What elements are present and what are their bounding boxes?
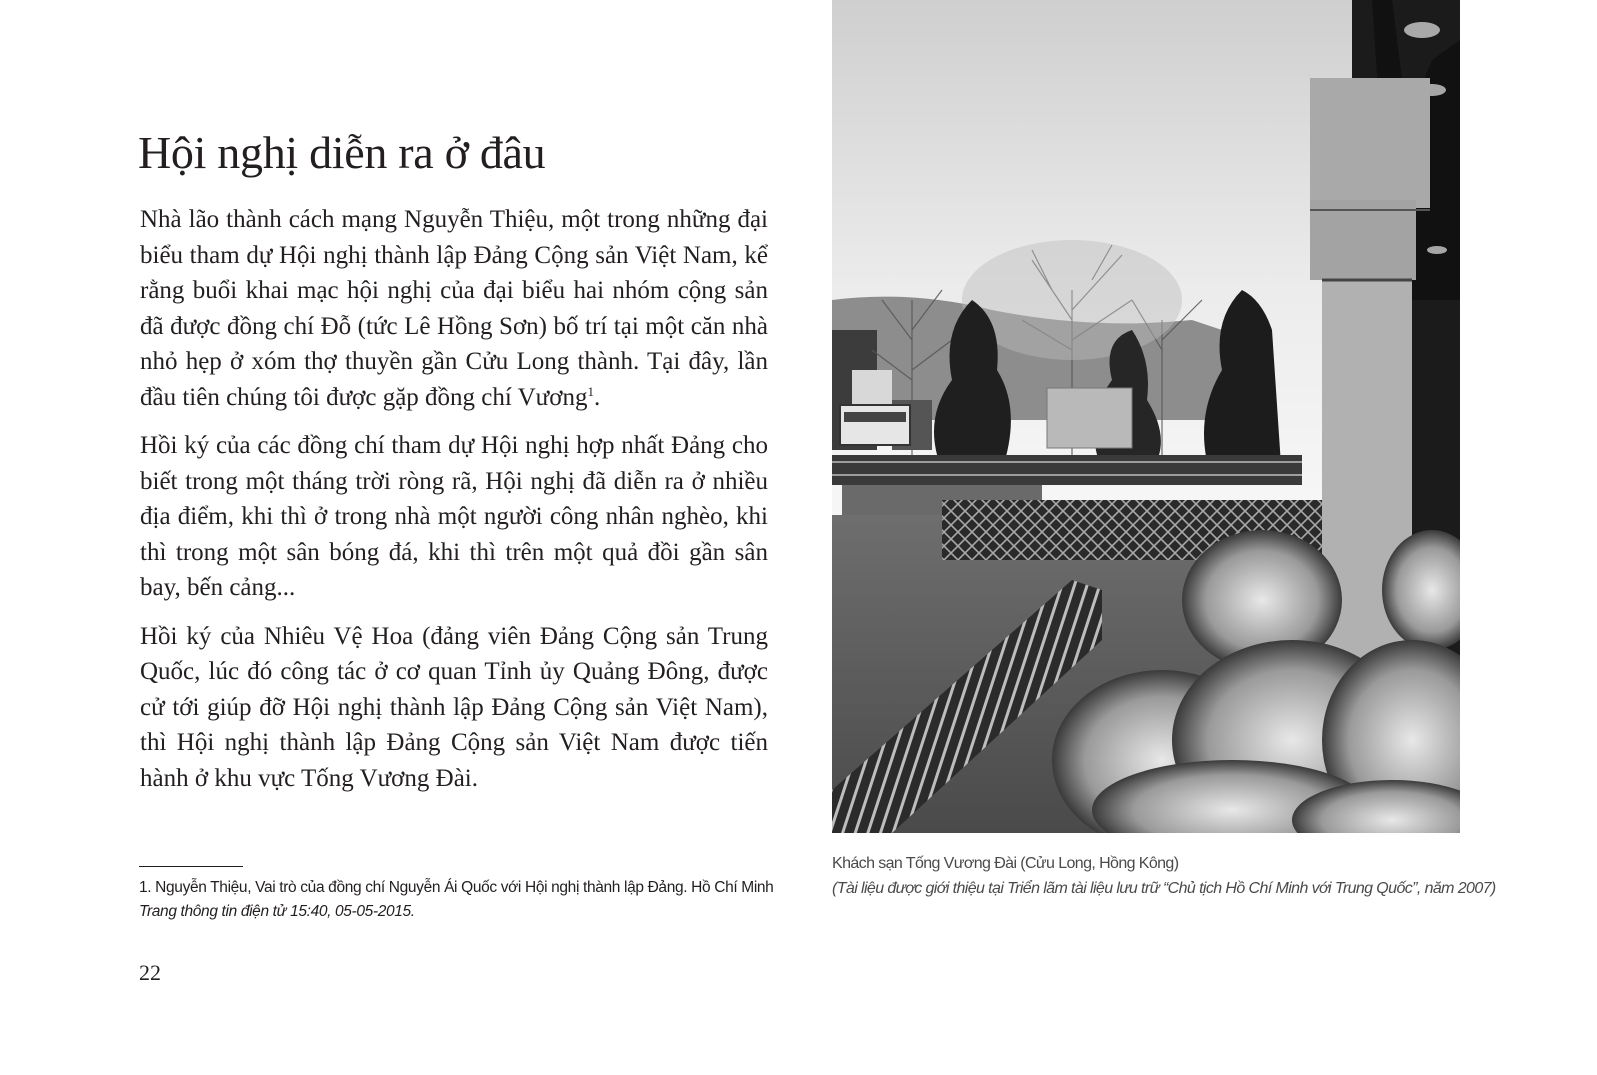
- photo-caption: [832, 851, 1552, 901]
- footnote-italic-text: Trang thông tin điện tử 15:40, 05-05-2015.: [139, 903, 415, 920]
- footnote-divider: [139, 866, 243, 867]
- paragraph-2: Hồi ký của các đồng chí tham dự Hội nghị hợp nhất Đảng cho biết trong một tháng trời ròng rã, Hội nghị đã diễn ra ở nhiều địa điểm, khi thì ở trong nhà một người công nhân nghèo, khi thì trong một sân bóng đá, khi thì trên một quả đồi gần sân bay, bến cảng...: [140, 432, 768, 601]
- paragraph-1-text: Nhà lão thành cách mạng Nguyễn Thiệu, một trong những đại biểu tham dự Hội nghị thành lập Đảng Cộng sản Việt Nam, kể rằng buổi khai mạc hội nghị của đại biểu hai nhóm cộng sản đã được đồng chí Đỗ (tức Lê Hồng Sơn) bố trí tại một căn nhà nhỏ hẹp ở xóm thợ thuyền gần Cửu Long thành. Tại đây, lần đầu tiên chúng tôi được gặp đồng chí Vương: [140, 206, 768, 411]
- page-number: 22: [139, 960, 161, 985]
- stone-pillar-cap: [1310, 78, 1430, 208]
- paragraph-1-tail: .: [593, 383, 601, 411]
- paragraph-3: Hồi ký của Nhiêu Vệ Hoa (đảng viên Đảng Cộng sản Trung Quốc, lúc đó công tác ở cơ quan Tỉnh ủy Quảng Đông, được cử tới giúp đỡ Hội nghị thành lập Đảng Cộng sản Việt Nam), thì Hội nghị thành lập Đảng Cộng sản Việt Nam được tiến hành ở khu vực Tống Vương Đài.: [140, 622, 768, 792]
- caption-title: Khách sạn Tống Vương Đài (Cửu Long, Hồng Kông): [832, 855, 1179, 872]
- photo-illustration: [832, 0, 1460, 833]
- footnote-text: 1. Nguyễn Thiệu, Vai trò của đồng chí Nguyễn Ái Quốc với Hội nghị thành lập Đảng. Hồ Chí Minh: [139, 879, 774, 896]
- body-text: [140, 202, 768, 809]
- stone-sign: [1047, 388, 1132, 448]
- photo-tong-vuong-dai: [832, 0, 1460, 833]
- section-heading: Hội nghị diễn ra ở đâu: [138, 127, 546, 178]
- paragraph-1: [140, 202, 768, 415]
- footnote-reference[interactable]: 1: [587, 383, 594, 399]
- caption-source: (Tài liệu được giới thiệu tại Triển lãm tài liệu lưu trữ “Chủ tịch Hồ Chí Minh với Trung Quốc”, năm 2007): [832, 880, 1496, 897]
- footnote: [139, 876, 779, 924]
